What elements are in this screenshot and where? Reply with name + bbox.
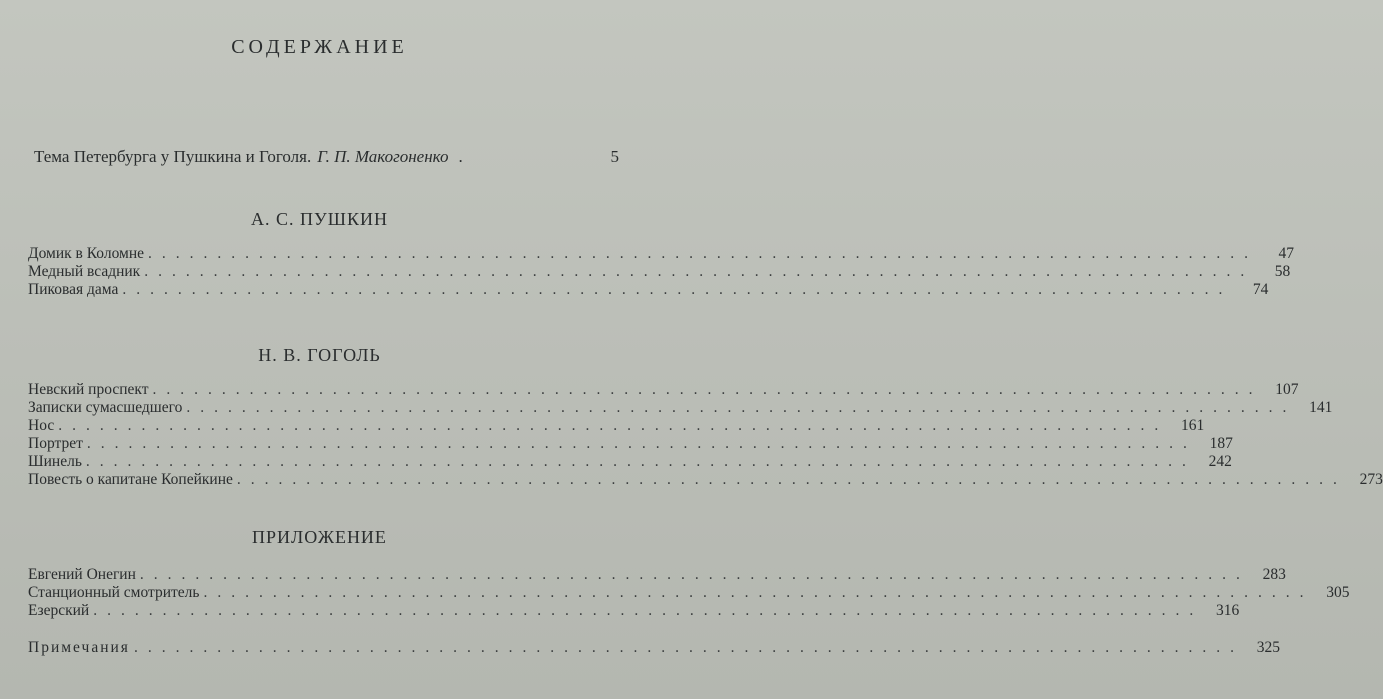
intro-title: Тема Петербурга у Пушкина и Гоголя. — [34, 147, 312, 166]
entry-page: 283 — [1262, 566, 1286, 583]
section-heading-gogol: Н. В. ГОГОЛЬ — [258, 345, 381, 365]
intro-author: Г. П. Макогоненко — [317, 147, 449, 166]
entry-page: 107 — [1275, 381, 1299, 398]
entry-page: 242 — [1208, 453, 1232, 470]
entry-title: Примечания — [28, 639, 130, 656]
dot-leader: ................................................................................ — [144, 263, 1255, 280]
toc-entry — [28, 399, 1333, 417]
dot-leader: ................................................................................ — [122, 281, 1233, 298]
entry-page: 305 — [1326, 584, 1350, 601]
dot-leader: ................................................................................ — [85, 453, 1196, 470]
dot-leader: ................................................................................ — [139, 566, 1250, 583]
dot-leader: ................................................................................ — [203, 584, 1314, 601]
toc-entry — [28, 417, 1205, 435]
entry-title: Езерский — [28, 602, 90, 619]
entry-page: 325 — [1256, 639, 1280, 656]
dot-leader: ................................................................................ — [186, 399, 1297, 416]
dot-leader: ................................................................................ — [58, 417, 1169, 434]
entry-title: Пиковая дама — [28, 281, 119, 298]
toc-entry — [28, 471, 1383, 489]
section-heading-appendix: ПРИЛОЖЕНИЕ — [252, 527, 387, 547]
entry-title: Портрет — [28, 435, 83, 452]
entry-page: 47 — [1278, 245, 1295, 262]
entry-page: 58 — [1274, 263, 1291, 280]
dot-leader: ................................................................................ — [86, 435, 1197, 452]
entry-title: Станционный смотритель — [28, 584, 200, 601]
toc-entry — [28, 435, 1233, 453]
toc-entry — [28, 381, 1299, 399]
page-title: СОДЕРЖАНИЕ — [231, 36, 408, 58]
toc-entry — [28, 566, 1286, 584]
dot-leader: ................................................................................ — [133, 639, 1244, 656]
entry-page: 316 — [1215, 602, 1240, 619]
entry-title: Невский проспект — [28, 381, 149, 398]
toc-entry — [28, 453, 1232, 471]
notes-list — [28, 639, 1280, 657]
gogol-list — [28, 381, 1383, 489]
intro-page: 5 — [610, 147, 619, 166]
dot-leader: ................................................................................ — [93, 602, 1204, 619]
entry-page: 187 — [1209, 435, 1233, 452]
section-heading-pushkin: А. С. ПУШКИН — [251, 209, 388, 229]
dot-leader: ................................................................................ — [152, 381, 1263, 398]
entry-title: Шинель — [28, 453, 82, 470]
toc-entry — [28, 281, 1269, 299]
entry-page: 74 — [1252, 281, 1269, 298]
toc-entry — [28, 263, 1291, 281]
toc-entry — [28, 245, 1295, 263]
entry-title: Повесть о капитане Копейкине — [28, 471, 233, 488]
toc-entry — [28, 602, 1240, 620]
dot-leader: ................................................................................ — [148, 245, 1259, 262]
appendix-list — [28, 566, 1350, 620]
entry-title: Евгений Онегин — [28, 566, 136, 583]
entry-title: Нос — [28, 417, 55, 434]
entry-page: 141 — [1309, 399, 1333, 416]
toc-entry — [28, 584, 1350, 602]
intro-entry — [34, 147, 619, 167]
intro-dot: . — [458, 147, 463, 166]
pushkin-list — [28, 245, 1295, 299]
entry-title: Записки сумасшедшего — [28, 399, 183, 416]
entry-page: 273 — [1359, 471, 1383, 488]
entry-title: Домик в Коломне — [28, 245, 145, 262]
entry-page: 161 — [1180, 417, 1205, 434]
entry-title: Медный всадник — [28, 263, 141, 280]
toc-entry-notes — [28, 639, 1280, 657]
dot-leader: ................................................................................ — [236, 471, 1347, 488]
